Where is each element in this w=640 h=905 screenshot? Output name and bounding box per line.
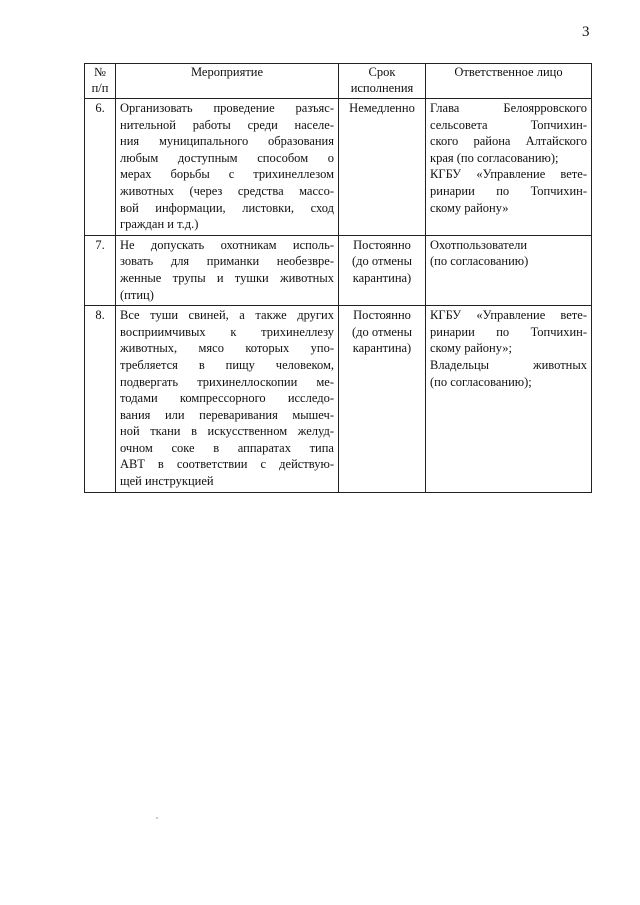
row-number: 7. <box>85 235 116 305</box>
row-number: 8. <box>85 306 116 493</box>
term-line: карантина) <box>352 270 412 285</box>
table-row <box>85 235 592 305</box>
event-line: требляется в пищу человеком, <box>120 357 334 372</box>
responsible-line: ринарии по Топчихин- <box>430 183 587 198</box>
responsible-cell <box>426 99 592 236</box>
responsible-line: (по согласованию); <box>430 374 532 389</box>
event-line: восприимчивых к трихинеллезу <box>120 324 334 339</box>
event-line: животных, мясо которых упо- <box>120 341 334 356</box>
responsible-line: ского района Алтайского <box>430 134 587 149</box>
table-row <box>85 306 592 493</box>
responsible-cell <box>426 306 592 493</box>
responsible-line: Охотпользователи <box>430 237 528 252</box>
event-line: вой информации, листовки, сход <box>120 200 334 215</box>
term-line: Немедленно <box>349 101 415 115</box>
responsible-line: сельсовета Топчихин- <box>430 117 587 132</box>
event-line: ния муниципального образования <box>120 134 334 149</box>
table-row <box>85 99 592 236</box>
event-line: Организовать проведение разъяс- <box>120 101 334 115</box>
event-line: граждан и т.д.) <box>120 217 199 232</box>
responsible-line: края (по согласованию); <box>430 150 559 165</box>
event-line: ной ткани в искусственном желуд- <box>120 424 334 439</box>
responsible-line: ринарии по Топчихин- <box>430 324 587 339</box>
header-term: Срок исполнения <box>339 64 426 99</box>
responsible-line: КГБУ «Управление вете- <box>430 308 587 323</box>
term-cell <box>339 306 426 493</box>
header-responsible: Ответственное лицо <box>426 64 592 99</box>
event-line: тодами компрессорного исследо- <box>120 391 334 406</box>
responsible-line: скому району» <box>430 200 509 215</box>
event-line: вания или переваривания мышеч- <box>120 407 334 422</box>
responsible-line: Глава Белоярровского <box>430 101 587 115</box>
event-cell <box>116 235 339 305</box>
event-line: АВТ в соответствии с действую- <box>120 457 334 472</box>
row-number: 6. <box>85 99 116 236</box>
header-event: Мероприятие <box>116 64 339 99</box>
responsible-line: Владельцы животных <box>430 357 587 372</box>
responsible-cell <box>426 235 592 305</box>
term-line: (до отмены <box>352 324 412 339</box>
event-line: нительной работы среди населе- <box>120 117 334 132</box>
term-line: Постоянно <box>353 237 411 252</box>
event-line: мерах борьбы с трихинеллезом <box>120 167 334 182</box>
event-line: (птиц) <box>120 287 154 302</box>
responsible-line: скому району»; <box>430 341 512 356</box>
event-line: очном соке в аппаратах типа <box>120 440 334 455</box>
event-cell <box>116 99 339 236</box>
page-number: 3 <box>582 24 590 40</box>
event-line: женные трупы и тушки животных <box>120 270 334 285</box>
measures-table <box>84 63 592 493</box>
responsible-line: КГБУ «Управление вете- <box>430 167 587 182</box>
scan-artifact-dot <box>156 817 158 819</box>
term-line: (до отмены <box>352 254 412 269</box>
event-cell <box>116 306 339 493</box>
responsible-line: (по согласованию) <box>430 254 529 269</box>
event-line: животных (через средства массо- <box>120 183 334 198</box>
term-line: Постоянно <box>353 308 411 323</box>
table-header-row <box>85 64 592 99</box>
event-line: подвергать трихинеллоскопии ме- <box>120 374 334 389</box>
term-line: карантина) <box>352 341 412 356</box>
term-cell <box>339 235 426 305</box>
event-line: зовать для приманки необезвре- <box>120 254 334 269</box>
event-line: Не допускать охотникам исполь- <box>120 237 334 252</box>
event-line: Все туши свиней, а также других <box>120 308 334 323</box>
header-number: № п/п <box>85 64 116 99</box>
event-line: щей инструкцией <box>120 474 214 489</box>
term-cell <box>339 99 426 236</box>
event-line: любым доступным способом о <box>120 150 334 165</box>
